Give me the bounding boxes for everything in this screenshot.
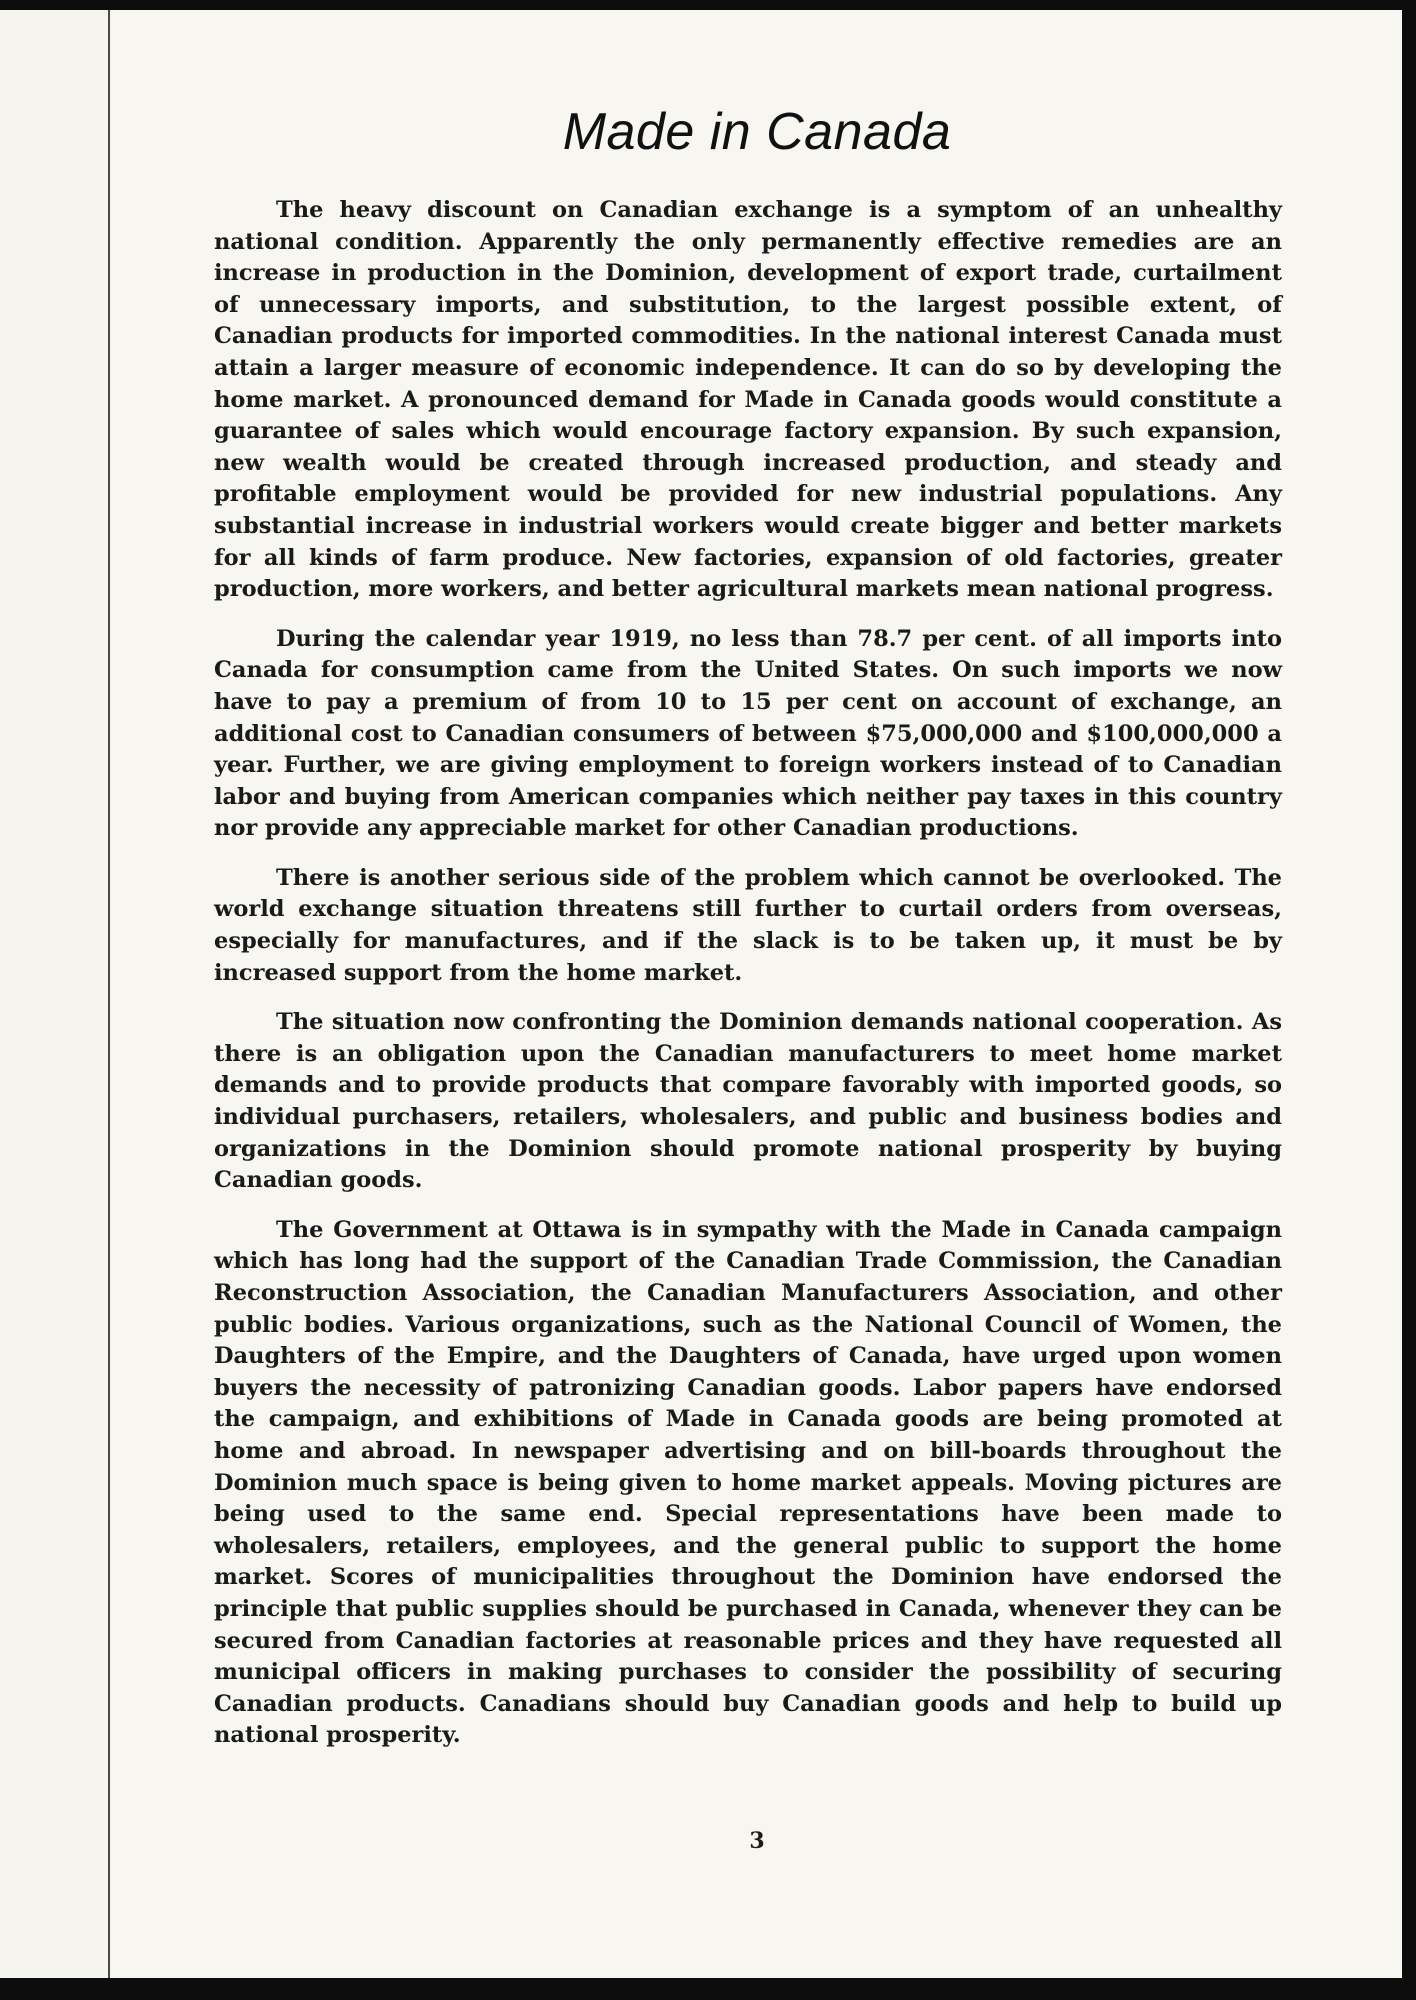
page-title: Made in Canada	[562, 103, 952, 161]
paragraph-4: The situation now confronting the Dominion demands national cooperation. As there is an obligation upon the Canadian manufacturers to meet home market demands and to provide products that compare favorably with imported goods, so individual purchasers, retailers, wholesalers, and public and business bodies and organizations in the Dominion should promote national prosperity by buying Canadian goods.	[214, 1009, 1282, 1194]
paragraph-5: The Government at Ottawa is in sympathy with the Made in Canada campaign which has long had the support of the Canadian Trade Commission, the Canadian Reconstruction Association, the Canadian Manufacturers Association, and other public bodies. Various organizations, such as the National Council of Women, the Daughters of the Empire, and the Daughters of Canada, have urged upon women buyers the necessity of patronizing Canadian goods. Labor papers have endorsed the campaign, and exhibitions of Made in Canada goods are being promoted at home and abroad. In newspaper advertising and on bill-boards throughout the Dominion much space is being given to home market appeals. Moving pictures are being used to the same end. Special representations have been made to wholesalers, retailers, employees, and the general public to support the home market. Scores of municipalities throughout the Dominion have endorsed the principle that public supplies should be purchased in Canada, whenever they can be secured from Canadian factories at reasonable prices and they have requested all municipal officers in making purchases to consider the possibility of securing Canadian products. Canadians should buy Canadian goods and help to build up national prosperity.	[214, 1216, 1282, 1749]
page-binding-edge	[108, 10, 110, 1978]
page-number: 3	[749, 1828, 765, 1854]
scan-border-right	[1402, 0, 1416, 2000]
body-text	[214, 195, 1282, 1770]
scan-border-bottom	[0, 1978, 1416, 2000]
paragraph-3: There is another serious side of the problem which cannot be overlooked. The world exchange situation threatens still further to curtail orders from overseas, especially for manufactures, and if the slack is to be taken up, it must be by increased support from the home market.	[214, 864, 1282, 986]
paragraph-1: The heavy discount on Canadian exchange is a symptom of an unhealthy national condition. Apparently the only permanently effective remedies are an increase in production in the Dominion, development of export trade, curtailment of unnecessary imports, and substitution, to the largest possible extent, of Canadian products for imported commodities. In the national interest Canada must attain a larger measure of economic independence. It can do so by developing the home market. A pronounced demand for Made in Canada goods would constitute a guarantee of sales which would encourage factory expansion. By such expansion, new wealth would be created through increased production, and steady and profitable employment would be provided for new industrial populations. Any substantial increase in industrial workers would create bigger and better markets for all kinds of farm produce. New factories, expansion of old factories, greater production, more workers, and better agricultural markets mean national progress.	[214, 197, 1282, 603]
paragraph-2: During the calendar year 1919, no less than 78.7 per cent. of all imports into Canada for consumption came from the United States. On such imports we now have to pay a premium of from 10 to 15 per cent on account of exchange, an additional cost to Canadian consumers of between $75,000,000 and $100,000,000 a year. Further, we are giving employment to foreign workers instead of to Canadian labor and buying from American companies which neither pay taxes in this country nor provide any appreciable market for other Canadian productions.	[214, 625, 1282, 842]
scan-border-top	[0, 0, 1416, 10]
document-page	[112, 10, 1402, 1978]
